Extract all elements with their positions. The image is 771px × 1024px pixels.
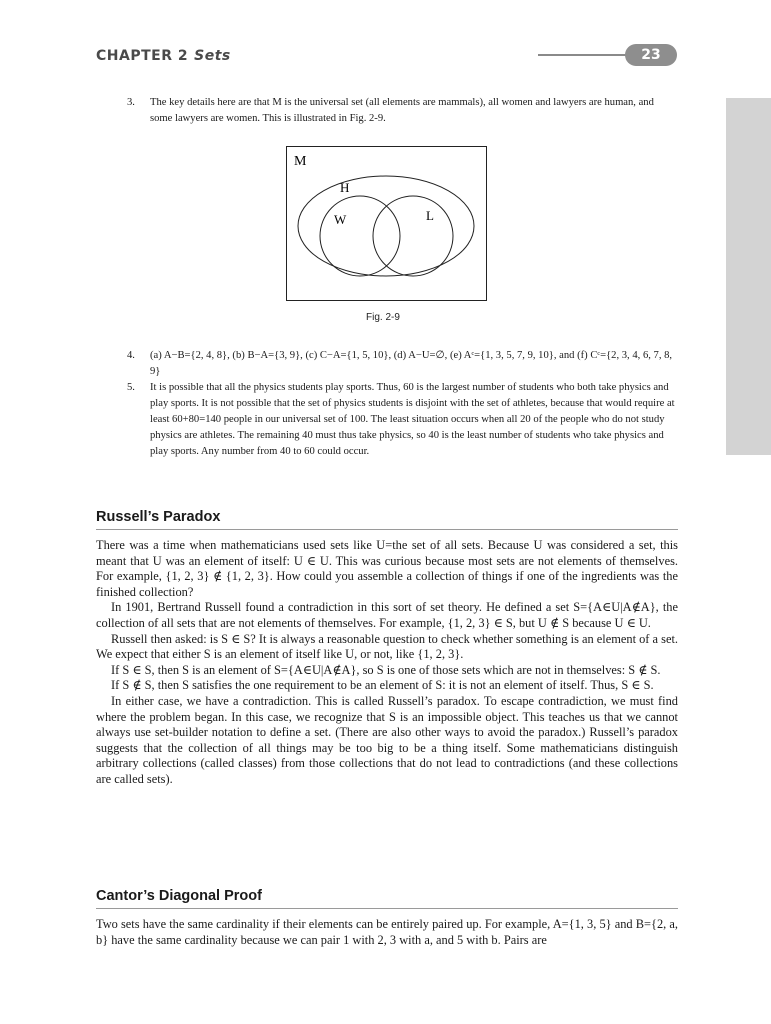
label-w: W	[334, 212, 347, 227]
paragraph: In either case, we have a contradiction. This is called Russell’s paradox. To escape contradiction, we must find where the problem began. In this case, we recognize that S is an impossible object. This teaches us that we cannot always use set-builder notation to define a set. (There are also other ways to avoid the paradox.) Russell’s paradox suggests that the collection of all things may be too big to be a thing itself. Some mathematicians distinguish arbitrary collections (called classes) from those collections that do not lead to contradictions (and these collections are called sets).	[96, 693, 678, 786]
humans-ellipse	[298, 176, 474, 276]
chapter-topic: Sets	[194, 48, 231, 64]
paragraph: In 1901, Bertrand Russell found a contradiction in this sort of set theory. He defined a set S={A∈U|A∉A}, the collection of all sets that are not elements of themselves. For example, {1, 2, 3} ∈ S, but U ∉ S because U ∈ U.	[96, 600, 678, 630]
venn-diagram	[286, 146, 488, 302]
paragraph: If S ∈ S, then S is an element of S={A∈U|A∉A}, so S is one of those sets which are not in themselves: S ∉ S.	[111, 662, 661, 677]
section-rule	[96, 908, 678, 909]
answer-5-block	[116, 380, 676, 460]
answer-number: 5.	[127, 382, 135, 393]
section-title-russell: Russell’s Paradox	[96, 509, 221, 525]
answer-text: The key details here are that M is the universal set (all elements are mammals), all women and lawyers are human, and some lawyers are women. This is illustrated in Fig. 2-9.	[150, 97, 654, 124]
answer-5	[116, 380, 676, 460]
answer-text: It is possible that all the physics students play sports. Thus, 60 is the largest number of students who both take physics and play sports. It is not possible that the set of physics students is disjoint with the set of athletes, because that would require at least 60+80=140 people in our universal set of 100. The least situation occurs when all 20 of the people who do not study physics are athletes. The remaining 40 must thus take physics, so 40 is the least number of students who take physics and play sports. Any number from 40 to 60 could occur.	[150, 382, 675, 457]
thumb-tab	[726, 98, 771, 455]
lawyers-circle	[373, 196, 453, 276]
header-rule	[538, 54, 638, 56]
chapter-label	[96, 48, 231, 64]
label-h: H	[340, 180, 350, 195]
answer-4-block	[116, 348, 676, 380]
figure-caption: Fig. 2-9	[366, 312, 400, 323]
section-rule	[96, 529, 678, 530]
answer-4	[116, 348, 676, 380]
answer-3	[116, 95, 676, 127]
answer-list	[116, 95, 676, 127]
paragraph: Russell then asked: is S ∈ S? It is always a reasonable question to check whether something is an element of a set. We expect that either S is an element of itself like U, or not, like {1, 2, 3}.	[96, 631, 678, 662]
label-m: M	[294, 154, 307, 169]
women-circle	[320, 196, 400, 276]
paragraph: There was a time when mathematicians used sets like U=the set of all sets. Because U was considered a set, this meant that U was an element of itself: U ∈ U. This was curious because most sets are not elements of themselves. For example, {1, 2, 3} ∉ {1, 2, 3}. How could you assemble a collection of things if one of the ingredients was the finished collection?	[96, 538, 678, 599]
paragraph: Two sets have the same cardinality if their elements can be entirely paired up. For example, A={1, 3, 5} and B={2, a, b} have the same cardinality because we can pair 1 with 2, 3 with a, and 5 with b. Pairs are	[96, 917, 678, 947]
page-number-badge: 23	[625, 44, 677, 66]
cantor-body	[96, 917, 678, 948]
answer-number: 3.	[127, 97, 135, 108]
answer-number: 4.	[127, 350, 135, 361]
running-header	[96, 45, 231, 64]
label-l: L	[426, 208, 434, 223]
paragraph: If S ∉ S, then S satisfies the one requirement to be an element of S: it is not an element of itself. Thus, S ∈ S.	[111, 678, 654, 693]
chapter-number: CHAPTER 2	[96, 48, 189, 64]
section-title-cantor: Cantor’s Diagonal Proof	[96, 888, 262, 904]
universal-set-box	[287, 147, 487, 301]
answer-text: (a) A−B={2, 4, 8}, (b) B−A={3, 9}, (c) C−A={1, 5, 10}, (d) A−U=∅, (e) Aᶜ={1, 3, 5, 7, 9, 10}, and (f) Cᶜ={2, 3, 4, 6, 7, 8, 9}	[150, 350, 673, 377]
russell-body	[96, 538, 678, 788]
